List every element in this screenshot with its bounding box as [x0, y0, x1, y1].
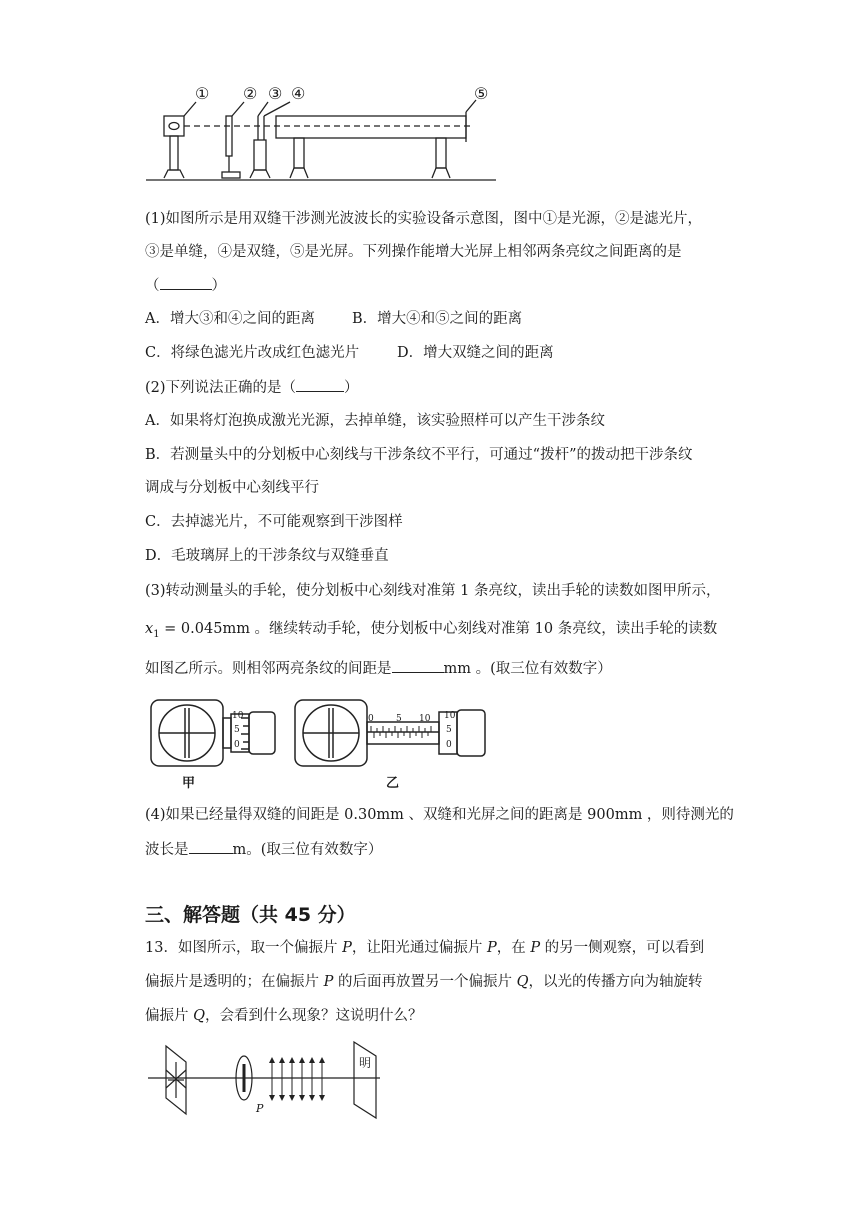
q12-option-d: D．增大双缝之间的距离	[397, 345, 554, 361]
q12-p3-line3-b: mm 。(取三位有效数字）	[443, 661, 612, 677]
q13-line2-a: 偏振片是透明的；在偏振片	[145, 974, 324, 990]
paren-close: ）	[211, 278, 226, 294]
yi-main-scale-0: 0	[368, 714, 374, 724]
var-x: x	[145, 621, 154, 637]
var-q: Q	[516, 974, 529, 990]
q13-line1-a: 13．如图所示，取一个偏振片	[145, 940, 343, 956]
q12-p4-line1: (4)如果已经量得双缝的间距是 0.30mm 、双缝和光屏之间的距离是 900mm ，则待测光的	[145, 807, 734, 823]
q13-line2	[145, 972, 702, 992]
label-1: ①	[195, 84, 210, 103]
q12-p2-option-b-line2: 调成与分划板中心刻线平行	[145, 480, 319, 496]
var-p: P	[486, 940, 497, 956]
q13-line1	[145, 938, 704, 958]
q12-p1-line1: (1)如图所示是用双缝干涉测光波波长的实验设备示意图，图中①是光源，②是滤光片，	[145, 211, 703, 227]
var-p: P	[342, 940, 352, 956]
yi-main-scale-5: 5	[396, 714, 402, 724]
q12-p2-option-b-line1: B．若测量头中的分划板中心刻线与干涉条纹不平行，可通过“拨杆”的拨动把干涉条纹	[145, 447, 693, 463]
q12-p4-line2-b: m。(取三位有效数字）	[232, 842, 383, 858]
q12-option-b: B．增大④和⑤之间的距离	[352, 311, 523, 327]
jia-scale-5: 5	[234, 725, 240, 735]
paren-close: ）	[344, 380, 359, 396]
q12-p4-line2-a: 波长是	[145, 842, 189, 858]
q12-p3-line2-text: 。继续转动手轮，使分划板中心刻线对准第 10 条亮纹，读出手轮的读数	[249, 621, 718, 637]
label-jia: 甲	[182, 776, 196, 791]
var-p: P	[323, 974, 334, 990]
q12-p1-blank-line	[145, 275, 226, 296]
q12-p4-line2	[145, 839, 382, 860]
q12-p3-line3	[145, 658, 612, 679]
answer-blank[interactable]	[296, 377, 344, 392]
q13-line2-c: ，以光的传播方向为轴旋转	[528, 974, 703, 990]
section-heading: 三、解答题（共 45 分）	[145, 904, 356, 926]
q13-line3	[145, 1006, 423, 1026]
var-p: P	[530, 940, 541, 956]
answer-blank[interactable]	[392, 658, 444, 673]
q12-p2-option-a: A．如果将灯泡换成激光光源，去掉单缝，该实验照样可以产生干涉条纹	[145, 413, 605, 429]
label-2: ②	[243, 84, 258, 103]
label-5: ⑤	[474, 84, 489, 103]
label-3: ③	[268, 84, 283, 103]
label-p: P	[256, 1102, 264, 1115]
q12-p1-line2: ③是单缝，④是双缝，⑤是光屏。下列操作能增大光屏上相邻两条亮纹之间距离的是	[145, 244, 682, 260]
q12-p3-line1: (3)转动测量头的手轮，使分划板中心刻线对准第 1 条亮纹，读出手轮的读数如图甲所示，	[145, 583, 721, 599]
var-q: Q	[193, 1008, 205, 1024]
q13-line1-c: ，在	[496, 940, 531, 956]
polarizer-diagram	[148, 1040, 388, 1120]
yi-drum-scale-10: 10	[444, 711, 456, 721]
q12-p2-stem	[145, 377, 359, 398]
q13-line1-b: ，让阳光通过偏振片	[351, 940, 487, 956]
apparatus-diagram	[140, 82, 500, 184]
yi-drum-scale-0: 0	[446, 740, 452, 750]
label-ming: 明	[359, 1056, 372, 1070]
q13-line1-d: 的另一侧观察，可以看到	[540, 940, 705, 956]
micrometer-figure	[145, 694, 495, 794]
jia-scale-0: 0	[234, 740, 240, 750]
answer-blank[interactable]	[189, 839, 233, 854]
q13-line3-a: 偏振片	[145, 1008, 194, 1024]
q12-p2-text: (2)下列说法正确的是（	[145, 380, 297, 396]
paren-open: （	[145, 278, 160, 294]
q12-option-c: C．将绿色滤光片改成红色滤光片	[145, 345, 360, 361]
jia-scale-10: 10	[232, 711, 244, 721]
q13-line3-b: ，会看到什么现象？这说明什么？	[205, 1008, 423, 1024]
q12-p2-option-d: D．毛玻璃屏上的干涉条纹与双缝垂直	[145, 548, 389, 564]
var-x-sub: 1	[153, 628, 160, 640]
label-yi: 乙	[386, 776, 400, 791]
q13-line2-b: 的后面再放置另一个偏振片	[333, 974, 517, 990]
q12-option-a: A．增大③和④之间的距离	[145, 311, 315, 327]
x1-value: = 0.045mm	[159, 621, 250, 637]
yi-main-scale-10: 10	[419, 714, 431, 724]
q12-p3-line2	[145, 619, 717, 645]
answer-blank[interactable]	[160, 275, 212, 290]
label-4: ④	[291, 84, 306, 103]
q12-p2-option-c: C．去掉滤光片，不可能观察到干涉图样	[145, 514, 403, 530]
q12-p3-line3-a: 如图乙所示。则相邻两亮条纹的间距是	[145, 661, 392, 677]
yi-drum-scale-5: 5	[446, 725, 452, 735]
